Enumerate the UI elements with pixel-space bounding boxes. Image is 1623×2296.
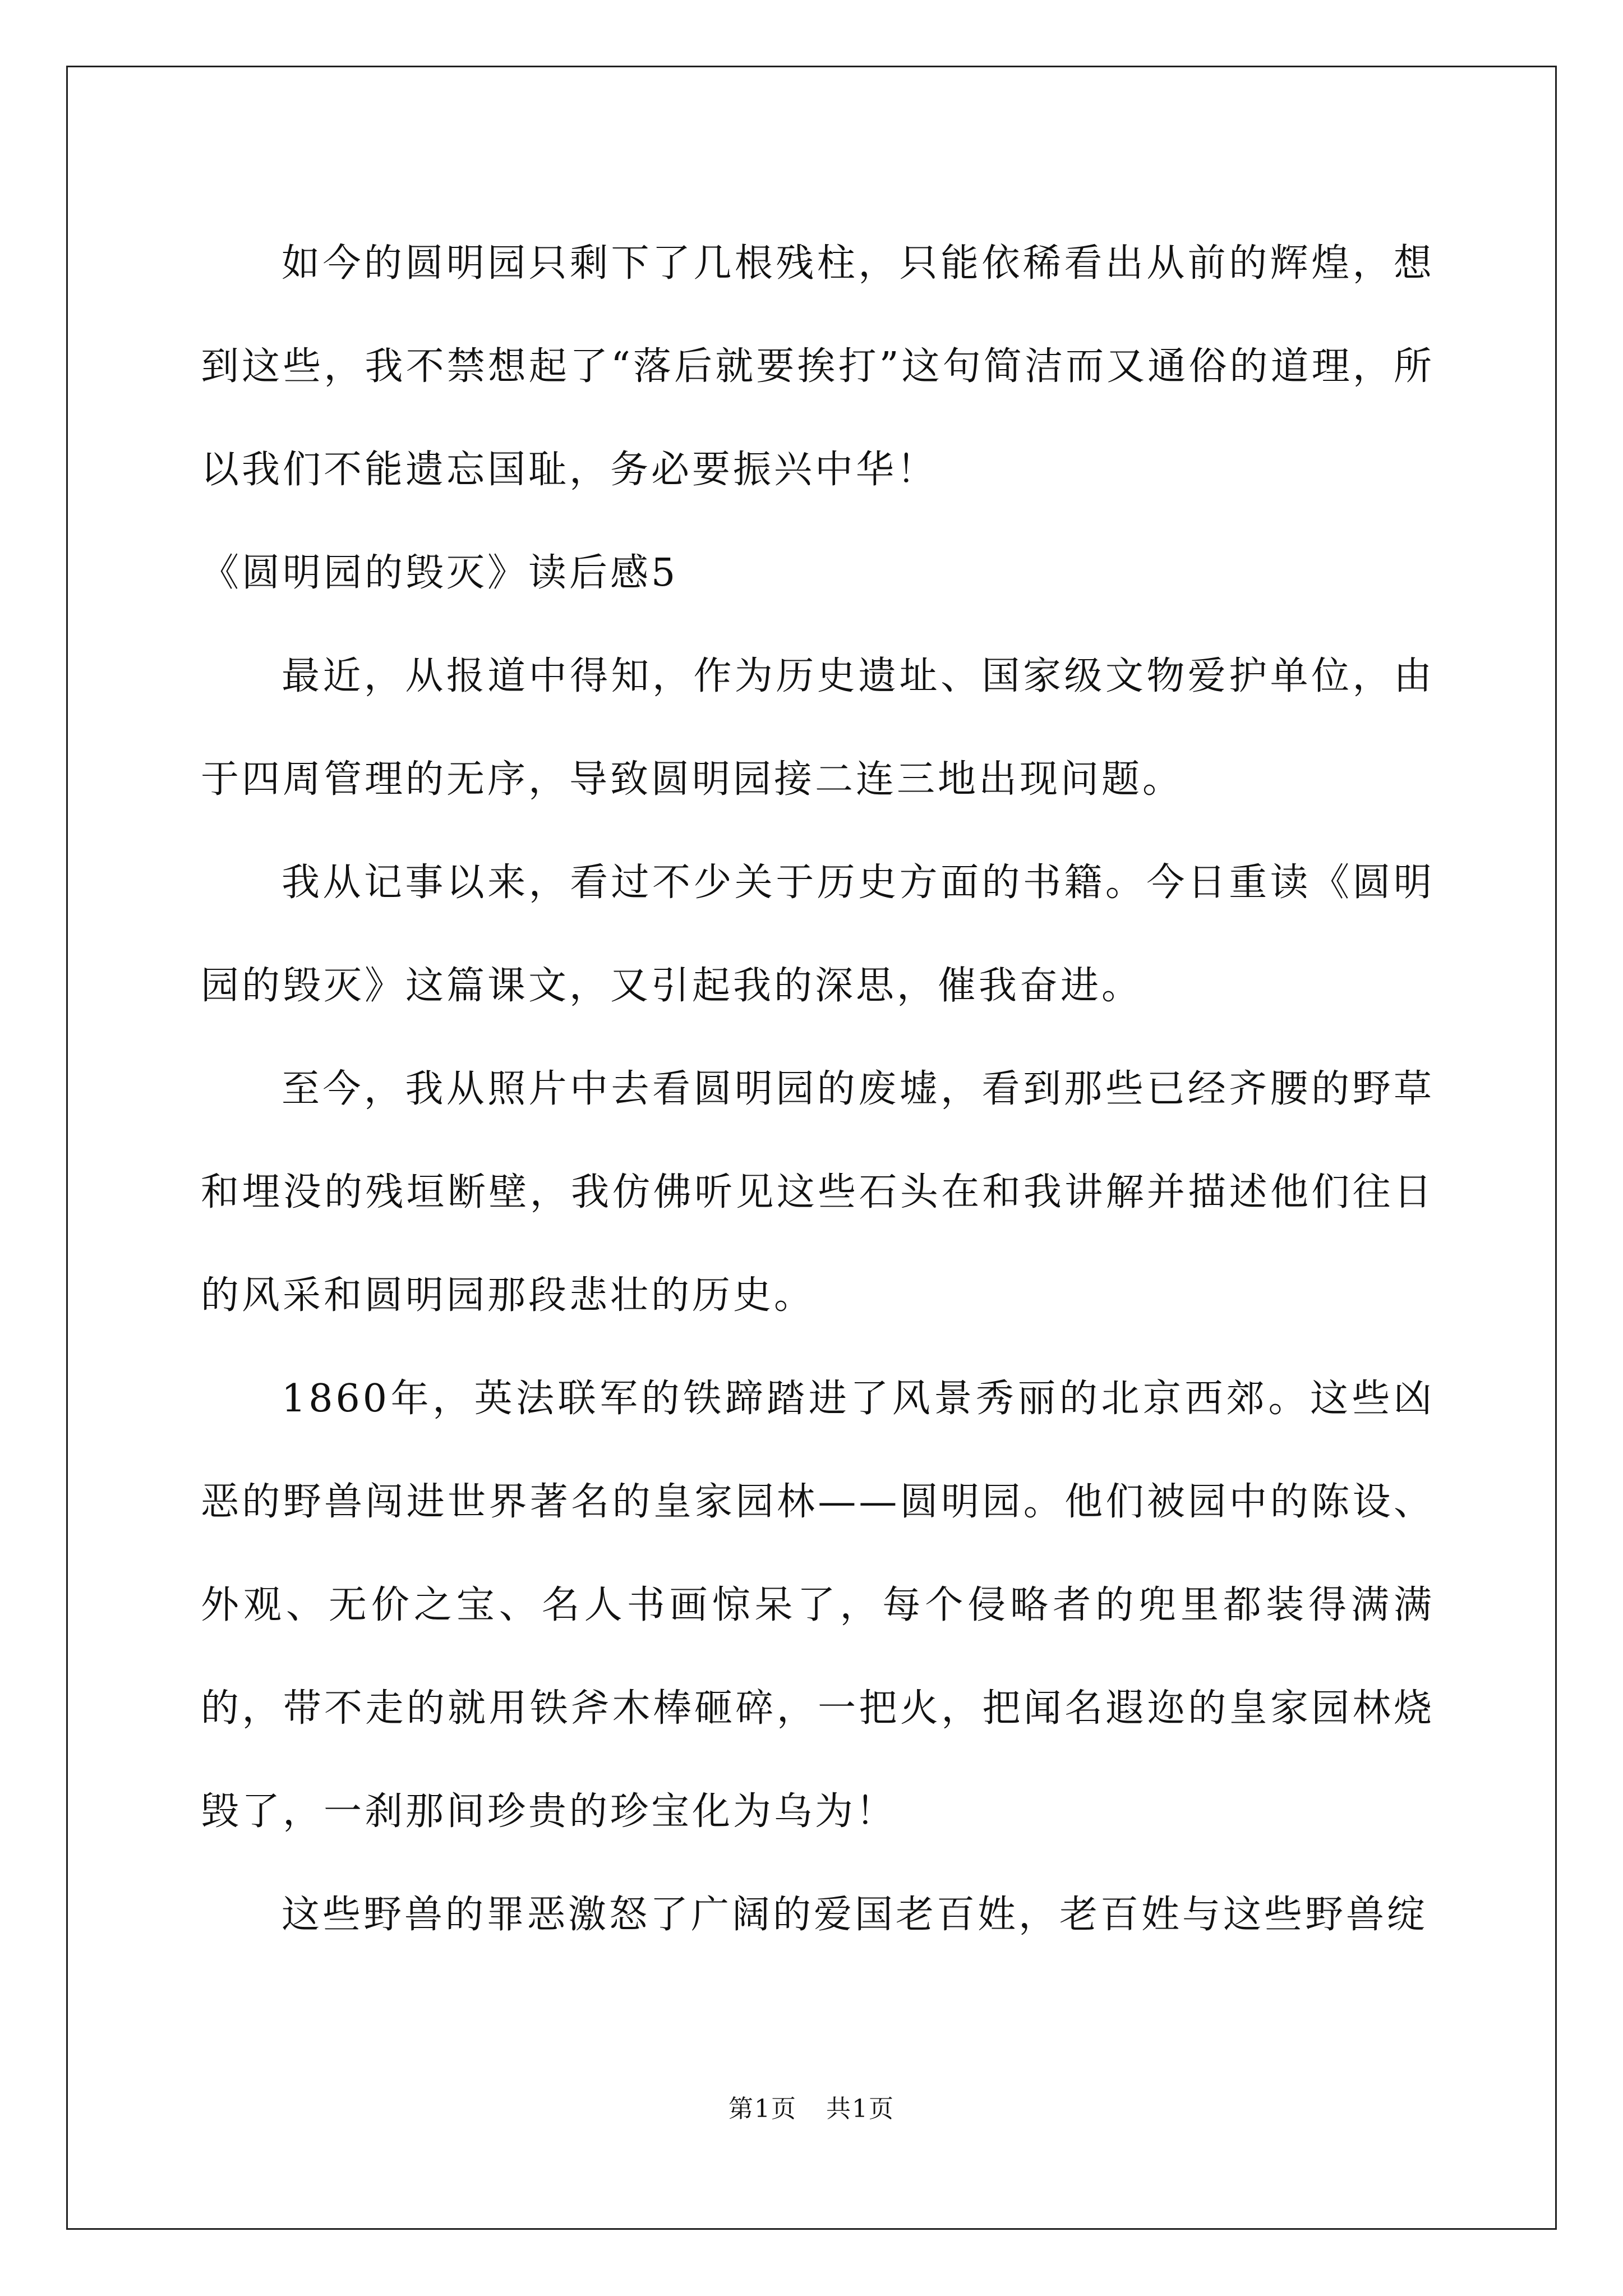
paragraph: 这些野兽的罪恶激怒了广阔的爱国老百姓，老百姓与这些野兽绽 <box>282 1893 1428 1937</box>
page-total: 共1页 <box>826 2095 895 2123</box>
paragraph: 我从记事以来，看过不少关于历史方面的书籍。今日重读《圆明园的毁灭》这篇课文，又引起我的深思，催我奋进。 <box>201 861 1435 1008</box>
page-number: 第1页 <box>728 2095 797 2123</box>
paragraph: 如今的圆明园只剩下了几根残柱，只能依稀看出从前的辉煌，想到这些，我不禁想起了“落后就要挨打”这句简洁而又通俗的道理，所以我们不能遗忘国耻，务必要振兴中华！ <box>201 241 1435 492</box>
paragraph: 1860年，英法联军的铁蹄踏进了风景秀丽的北京西郊。这些凶恶的野兽闯进世界著名的皇家园林——圆明园。他们被园中的陈设、外观、无价之宝、名人书画惊呆了，每个侵略者的兜里都装得满满的，带不走的就用铁斧木棒砸碎，一把火，把闻名遐迩的皇家园林烧毁了，一刹那间珍贵的珍宝化为乌为！ <box>201 1377 1435 1834</box>
paragraph: 至今，我从照片中去看圆明园的废墟，看到那些已经齐腰的野草和埋没的残垣断壁，我仿佛听见这些石头在和我讲解并描述他们往日的风采和圆明园那段悲壮的历史。 <box>201 1067 1435 1318</box>
section-heading: 《圆明园的毁灭》读后感5 <box>201 551 679 595</box>
document-body <box>201 212 1435 1967</box>
page-footer <box>0 2092 1623 2126</box>
paragraph: 最近，从报道中得知，作为历史遗址、国家级文物爱护单位，由于四周管理的无序，导致圆明园接二连三地出现问题。 <box>201 654 1435 802</box>
